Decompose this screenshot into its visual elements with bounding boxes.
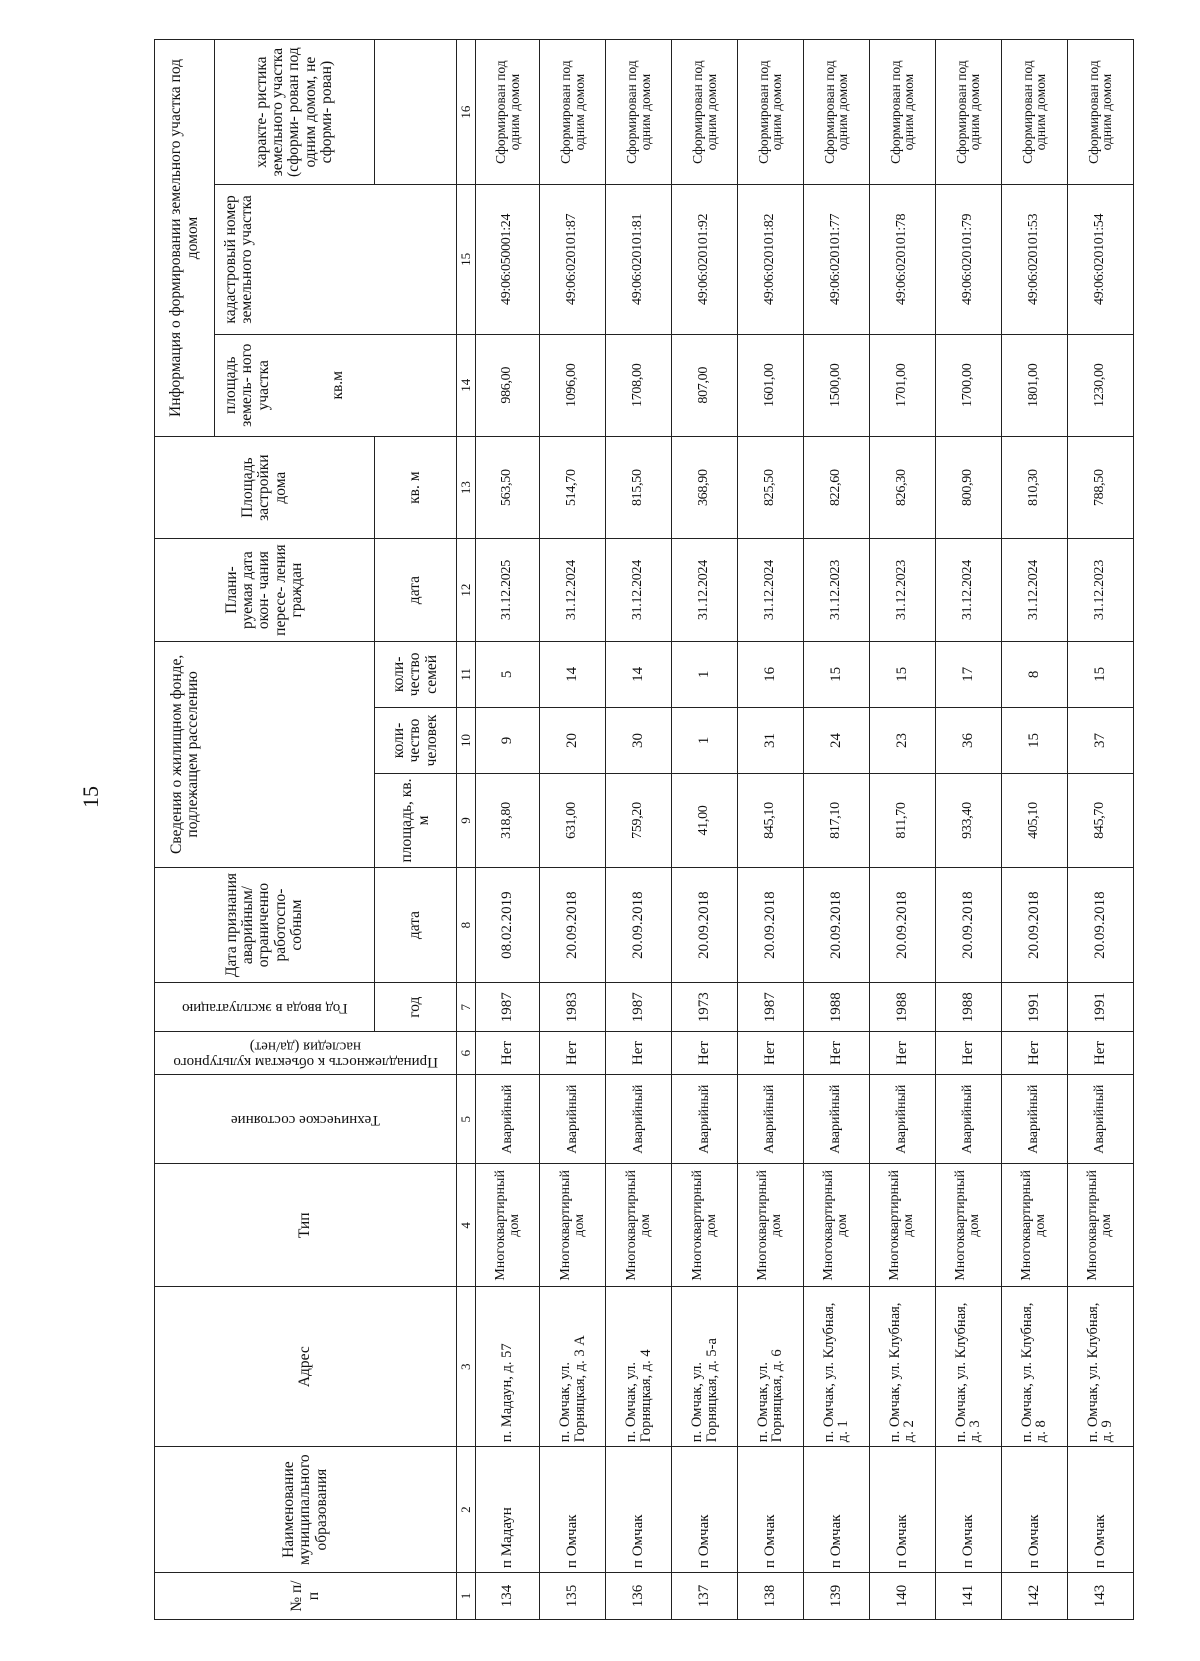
planned-date-cell: 31.12.2025 [476,539,540,641]
municipality-cell: п Мадаун [476,1447,540,1573]
header-cadastral: кадастровый номер земельного участка [215,185,457,334]
planned-date-cell: 31.12.2024 [606,539,672,641]
land-area-cell: 1701,00 [869,334,935,436]
area-cell: 817,10 [803,774,869,868]
unit-land-area: кв.м [328,371,346,400]
column-number: 2 [457,1447,476,1573]
table-row [1001,40,1067,1620]
emergency-date-cell: 20.09.2018 [935,867,1001,982]
column-number: 12 [457,539,476,641]
header-tech-state-text: Техническое состояние [231,1112,380,1129]
municipality-cell: п Омчак [803,1447,869,1573]
table-row [672,40,738,1620]
land-area-cell: 1708,00 [606,334,672,436]
tech-state-cell: Аварийный [869,1074,935,1164]
column-number-row [457,40,476,1620]
build-area-cell: 514,70 [540,436,606,538]
row-number: 134 [476,1573,540,1620]
emergency-date-cell: 20.09.2018 [540,867,606,982]
families-cell: 5 [476,641,540,707]
row-number: 139 [803,1573,869,1620]
unit-planned-date: дата [375,539,457,641]
build-area-cell: 825,50 [738,436,804,538]
municipality-cell: п Омчак [935,1447,1001,1573]
area-cell: 811,70 [869,774,935,868]
emergency-date-cell: 20.09.2018 [672,867,738,982]
land-char-cell: Сформирован под одним домом [1067,40,1133,185]
housing-table-sheet [154,39,1134,1620]
people-cell: 20 [540,707,606,773]
table-body [476,40,1134,1620]
planned-date-cell: 31.12.2024 [935,539,1001,641]
build-area-cell: 368,90 [672,436,738,538]
year-cell: 1973 [672,983,738,1032]
emergency-date-cell: 20.09.2018 [606,867,672,982]
header-tech-state [155,1074,457,1164]
cadastral-cell: 49:06:020101:87 [540,185,606,334]
land-char-cell: Сформирован под одним домом [803,40,869,185]
type-cell: Многоквартирный дом [672,1164,738,1287]
planned-date-cell: 31.12.2024 [540,539,606,641]
header-people: коли- чество человек [375,707,457,773]
people-cell: 24 [803,707,869,773]
header-type: Тип [155,1164,457,1287]
build-area-cell: 810,30 [1001,436,1067,538]
families-cell: 17 [935,641,1001,707]
land-area-cell: 1700,00 [935,334,1001,436]
header-year-text: Год ввода в эксплуатацию [181,1000,348,1017]
tech-state-cell: Аварийный [672,1074,738,1164]
heritage-cell: Нет [540,1032,606,1075]
planned-date-cell: 31.12.2024 [672,539,738,641]
planned-date-cell: 31.12.2023 [869,539,935,641]
land-char-cell: Сформирован под одним домом [738,40,804,185]
header-emergency-date: Дата признания аварийным/ ограниченно работоспо- собным [155,867,375,982]
families-cell: 16 [738,641,804,707]
municipality-cell: п Омчак [738,1447,804,1573]
tech-state-cell: Аварийный [935,1074,1001,1164]
address-cell: п. Омчак, ул. Клубная, д. 3 [935,1287,1001,1447]
column-number: 9 [457,774,476,868]
header-heritage-text: Принадлежность к объектам культурного наследия (да/нет) [173,1038,438,1070]
people-cell: 30 [606,707,672,773]
address-cell: п. Омчак, ул. Горняцкая, д. 3 А [540,1287,606,1447]
header-land-group: Информация о формировании земельного участка под домом [155,40,215,437]
people-cell: 1 [672,707,738,773]
land-char-cell: Сформирован под одним домом [935,40,1001,185]
municipality-cell: п Омчак [540,1447,606,1573]
emergency-date-cell: 20.09.2018 [738,867,804,982]
area-cell: 405,10 [1001,774,1067,868]
tech-state-cell: Аварийный [738,1074,804,1164]
year-cell: 1983 [540,983,606,1032]
families-cell: 1 [672,641,738,707]
address-cell: п. Омчак, ул. Горняцкая, д. 5-а [672,1287,738,1447]
column-number: 15 [457,185,476,334]
address-cell: п. Омчак, ул. Горняцкая, д. 6 [738,1287,804,1447]
type-cell: Многоквартирный дом [476,1164,540,1287]
tech-state-cell: Аварийный [476,1074,540,1164]
cadastral-cell: 49:06:050001:24 [476,185,540,334]
cadastral-cell: 49:06:020101:82 [738,185,804,334]
planned-date-cell: 31.12.2023 [1067,539,1133,641]
planned-date-cell: 31.12.2024 [1001,539,1067,641]
row-number: 142 [1001,1573,1067,1620]
land-char-cell: Сформирован под одним домом [869,40,935,185]
heritage-cell: Нет [672,1032,738,1075]
land-area-cell: 807,00 [672,334,738,436]
column-number: 6 [457,1032,476,1075]
type-cell: Многоквартирный дом [935,1164,1001,1287]
people-cell: 15 [1001,707,1067,773]
unit-land-char-empty [375,40,457,185]
build-area-cell: 826,30 [869,436,935,538]
header-year [155,983,375,1032]
header-area: площадь, кв. м [375,774,457,868]
tech-state-cell: Аварийный [803,1074,869,1164]
header-heritage [155,1032,457,1075]
land-area-cell: 1601,00 [738,334,804,436]
heritage-cell: Нет [869,1032,935,1075]
municipality-cell: п Омчак [672,1447,738,1573]
column-number: 5 [457,1074,476,1164]
table-row [803,40,869,1620]
table-row [869,40,935,1620]
type-cell: Многоквартирный дом [1067,1164,1133,1287]
municipality-cell: п Омчак [606,1447,672,1573]
heritage-cell: Нет [935,1032,1001,1075]
cadastral-cell: 49:06:020101:78 [869,185,935,334]
emergency-date-cell: 20.09.2018 [803,867,869,982]
year-cell: 1987 [738,983,804,1032]
municipality-cell: п Омчак [1001,1447,1067,1573]
land-area-cell: 986,00 [476,334,540,436]
table-row [606,40,672,1620]
build-area-cell: 788,50 [1067,436,1133,538]
land-char-cell: Сформирован под одним домом [476,40,540,185]
area-cell: 845,70 [1067,774,1133,868]
municipality-cell: п Омчак [869,1447,935,1573]
type-cell: Многоквартирный дом [738,1164,804,1287]
row-number: 137 [672,1573,738,1620]
header-build-area: Площадь застройки дома [155,436,375,538]
unit-year: год [375,983,457,1032]
heritage-cell: Нет [738,1032,804,1075]
table-row [1067,40,1133,1620]
cadastral-cell: 49:06:020101:81 [606,185,672,334]
heritage-cell: Нет [803,1032,869,1075]
year-cell: 1988 [935,983,1001,1032]
year-cell: 1988 [869,983,935,1032]
year-cell: 1991 [1001,983,1067,1032]
municipality-cell: п Омчак [1067,1447,1133,1573]
column-number: 4 [457,1164,476,1287]
area-cell: 318,80 [476,774,540,868]
address-cell: п. Омчак, ул. Клубная, д. 1 [803,1287,869,1447]
header-no: № п/п [155,1573,457,1620]
year-cell: 1987 [606,983,672,1032]
land-area-cell: 1230,00 [1067,334,1133,436]
cadastral-cell: 49:06:020101:53 [1001,185,1067,334]
land-area-cell: 1801,00 [1001,334,1067,436]
families-cell: 8 [1001,641,1067,707]
header-land-char: характе- ристика земельного участка (сформи- рован под одним домом, не сформи- рован) [215,40,375,185]
cadastral-cell: 49:06:020101:92 [672,185,738,334]
land-area-cell: 1500,00 [803,334,869,436]
column-number: 1 [457,1573,476,1620]
tech-state-cell: Аварийный [540,1074,606,1164]
column-number: 11 [457,641,476,707]
type-cell: Многоквартирный дом [803,1164,869,1287]
tech-state-cell: Аварийный [1001,1074,1067,1164]
cadastral-cell: 49:06:020101:54 [1067,185,1133,334]
families-cell: 15 [1067,641,1133,707]
heritage-cell: Нет [1067,1032,1133,1075]
land-char-cell: Сформирован под одним домом [540,40,606,185]
row-number: 135 [540,1573,606,1620]
cadastral-cell: 49:06:020101:77 [803,185,869,334]
area-cell: 845,10 [738,774,804,868]
build-area-cell: 815,50 [606,436,672,538]
address-cell: п. Омчак, ул. Клубная, д. 2 [869,1287,935,1447]
cadastral-cell: 49:06:020101:79 [935,185,1001,334]
address-cell: п. Омчак, ул. Клубная, д. 8 [1001,1287,1067,1447]
year-cell: 1987 [476,983,540,1032]
land-char-cell: Сформирован под одним домом [606,40,672,185]
row-number: 141 [935,1573,1001,1620]
housing-resettlement-table [154,39,1134,1620]
emergency-date-cell: 08.02.2019 [476,867,540,982]
header-families: коли- чество семей [375,641,457,707]
emergency-date-cell: 20.09.2018 [1067,867,1133,982]
row-number: 138 [738,1573,804,1620]
land-area-cell: 1096,00 [540,334,606,436]
header-municipality: Наименование муниципального образования [155,1447,457,1573]
header-land-area: площадь земель- ного участка кв.м [215,334,457,436]
land-char-cell: Сформирован под одним домом [672,40,738,185]
row-number: 136 [606,1573,672,1620]
table-row [540,40,606,1620]
people-cell: 31 [738,707,804,773]
column-number: 7 [457,983,476,1032]
tech-state-cell: Аварийный [1067,1074,1133,1164]
unit-emergency-date: дата [375,867,457,982]
table-row [476,40,540,1620]
people-cell: 36 [935,707,1001,773]
area-cell: 41,00 [672,774,738,868]
address-cell: п. Омчак, ул. Горняцкая, д. 4 [606,1287,672,1447]
header-resettle-group: Сведения о жилищном фонде, подлежащем расселению [155,641,375,867]
land-char-cell: Сформирован под одним домом [1001,40,1067,185]
planned-date-cell: 31.12.2023 [803,539,869,641]
page-number: 15 [78,786,103,808]
column-number: 14 [457,334,476,436]
build-area-cell: 563,50 [476,436,540,538]
planned-date-cell: 31.12.2024 [738,539,804,641]
build-area-cell: 822,60 [803,436,869,538]
heritage-cell: Нет [1001,1032,1067,1075]
table-row [738,40,804,1620]
column-number: 8 [457,867,476,982]
row-number: 143 [1067,1573,1133,1620]
area-cell: 631,00 [540,774,606,868]
area-cell: 933,40 [935,774,1001,868]
column-number: 10 [457,707,476,773]
unit-build-area: кв. м [375,436,457,538]
families-cell: 15 [803,641,869,707]
tech-state-cell: Аварийный [606,1074,672,1164]
build-area-cell: 800,90 [935,436,1001,538]
emergency-date-cell: 20.09.2018 [869,867,935,982]
year-cell: 1991 [1067,983,1133,1032]
families-cell: 14 [540,641,606,707]
heritage-cell: Нет [606,1032,672,1075]
area-cell: 759,20 [606,774,672,868]
row-number: 140 [869,1573,935,1620]
column-number: 13 [457,436,476,538]
column-number: 3 [457,1287,476,1447]
table-row [935,40,1001,1620]
type-cell: Многоквартирный дом [1001,1164,1067,1287]
header-planned-date: Плани- руемая дата окон- чания пересе- ления граждан [155,539,375,641]
type-cell: Многоквартирный дом [540,1164,606,1287]
header-address: Адрес [155,1287,457,1447]
families-cell: 14 [606,641,672,707]
type-cell: Многоквартирный дом [606,1164,672,1287]
people-cell: 37 [1067,707,1133,773]
people-cell: 23 [869,707,935,773]
column-number: 16 [457,40,476,185]
heritage-cell: Нет [476,1032,540,1075]
year-cell: 1988 [803,983,869,1032]
emergency-date-cell: 20.09.2018 [1001,867,1067,982]
address-cell: п. Омчак, ул. Клубная, д. 9 [1067,1287,1133,1447]
families-cell: 15 [869,641,935,707]
type-cell: Многоквартирный дом [869,1164,935,1287]
address-cell: п. Мадаун, д. 57 [476,1287,540,1447]
people-cell: 9 [476,707,540,773]
